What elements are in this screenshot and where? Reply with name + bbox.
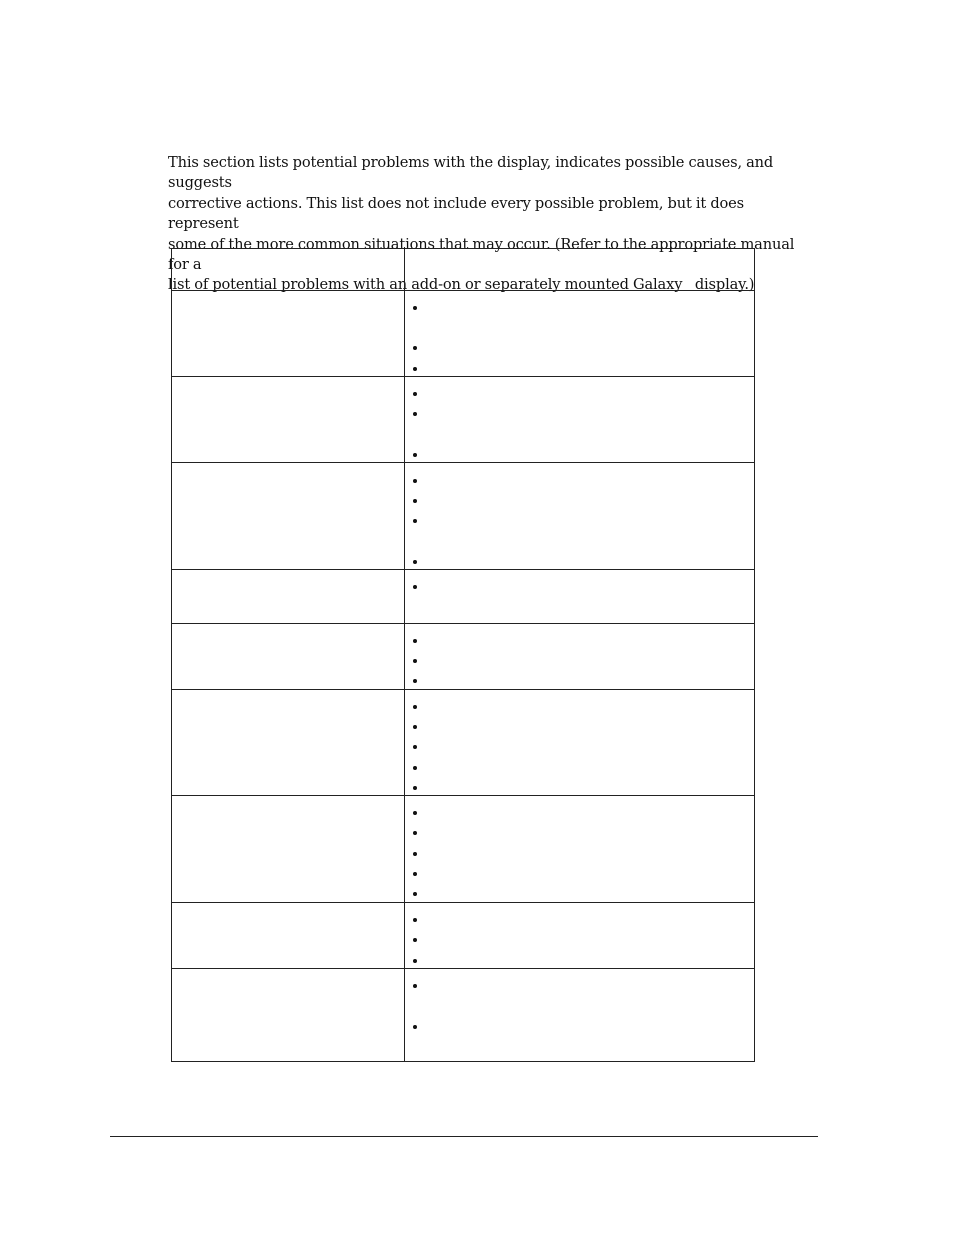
bullet-icon (413, 852, 417, 856)
bullet-icon (413, 786, 417, 790)
bullet-icon (413, 705, 417, 709)
problem-cell (172, 570, 405, 624)
bullet-icon (413, 639, 417, 643)
table-header-row (172, 249, 755, 291)
bullet-icon (413, 306, 417, 310)
bullet-icon (413, 811, 417, 815)
cause-cell (405, 463, 755, 570)
cause-cell (405, 570, 755, 624)
bullet-icon (413, 892, 417, 896)
problem-cell (172, 377, 405, 463)
bullet-icon (413, 412, 417, 416)
bullet-icon (413, 959, 417, 963)
problem-cell (172, 463, 405, 570)
intro-line-4: list of potential problems with an add-on or separately mounted Galaxy display.) (168, 276, 755, 294)
cause-header-cell (405, 249, 755, 291)
problem-cell (172, 903, 405, 969)
bullet-icon (413, 479, 417, 483)
footer-rule (110, 1136, 818, 1137)
table-row (172, 624, 755, 690)
cause-cell (405, 291, 755, 377)
bullet-icon (413, 872, 417, 876)
cause-cell (405, 796, 755, 903)
problem-cell (172, 969, 405, 1062)
bullet-icon (413, 679, 417, 683)
bullet-icon (413, 725, 417, 729)
intro-line-1: This section lists potential problems with the display, indicates possible causes, and suggests (168, 154, 774, 192)
bullet-icon (413, 367, 417, 371)
cause-cell (405, 903, 755, 969)
table-row (172, 291, 755, 377)
bullet-icon (413, 560, 417, 564)
bullet-icon (413, 918, 417, 922)
problem-header-cell (172, 249, 405, 291)
problem-cell (172, 291, 405, 377)
problem-cell (172, 690, 405, 796)
bullet-icon (413, 745, 417, 749)
intro-line-3: some of the more common situations that may occur. (Refer to the appropriate manual for a (168, 235, 795, 274)
cause-cell (405, 690, 755, 796)
bullet-icon (413, 585, 417, 589)
bullet-icon (413, 519, 417, 523)
bullet-icon (413, 766, 417, 770)
problem-cell (172, 796, 405, 903)
table-row (172, 969, 755, 1062)
table-row (172, 377, 755, 463)
cause-cell (405, 624, 755, 690)
bullet-icon (413, 499, 417, 503)
cause-cell (405, 969, 755, 1062)
bullet-icon (413, 1025, 417, 1029)
bullet-icon (413, 392, 417, 396)
bullet-icon (413, 453, 417, 457)
cause-cell (405, 377, 755, 463)
intro-line-2: corrective actions. This list does not include every possible problem, but it does represent (168, 194, 744, 233)
bullet-icon (413, 346, 417, 350)
table-row (172, 463, 755, 570)
table-row (172, 690, 755, 796)
table-row (172, 903, 755, 969)
table-row (172, 570, 755, 624)
bullet-icon (413, 831, 417, 835)
problem-cell (172, 624, 405, 690)
bullet-icon (413, 659, 417, 663)
bullet-icon (413, 938, 417, 942)
bullet-icon (413, 984, 417, 988)
troubleshooting-table (171, 248, 755, 1062)
table-row (172, 796, 755, 903)
